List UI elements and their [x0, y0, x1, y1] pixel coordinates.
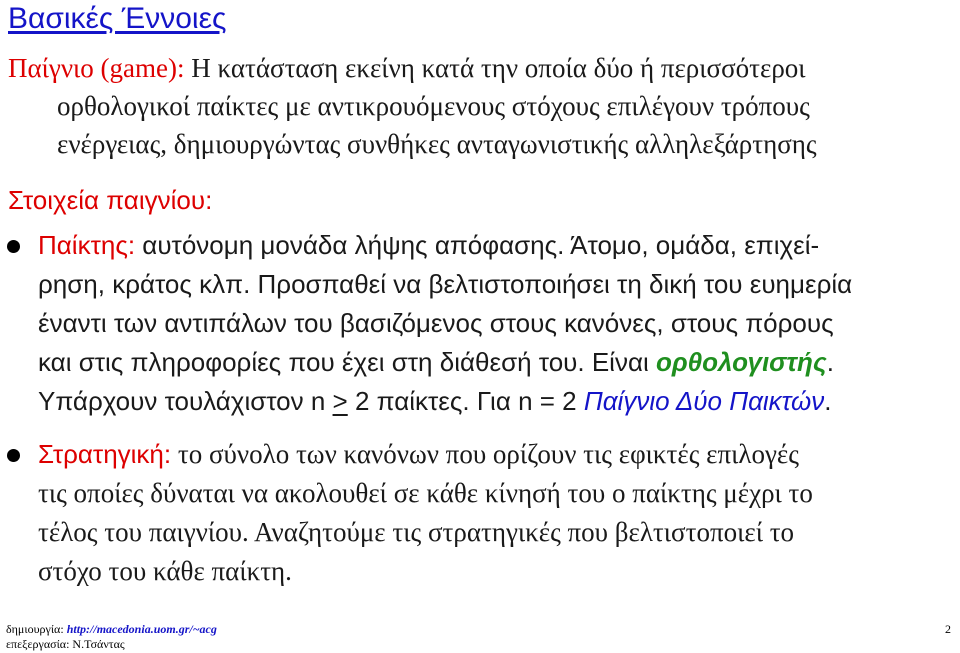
- player-line-1: [38, 229, 819, 261]
- player-text-5a: Υπάρχουν τουλάχιστον n: [38, 386, 333, 416]
- footer-edited: επεξεργασία: Ν.Τσάντας: [6, 637, 125, 651]
- player-line-4: [38, 346, 834, 378]
- definition-term: Παίγνιο (game):: [8, 53, 185, 83]
- strategy-line-4: στόχο του κάθε παίκτη.: [38, 556, 292, 586]
- strategy-line-1: [38, 438, 799, 470]
- strategy-text-1: το σύνολο των κανόνων που ορίζουν τις εφικτές επιλογές: [171, 439, 799, 469]
- ge-symbol: >: [332, 386, 348, 416]
- bullet-icon: [7, 240, 20, 253]
- elements-heading: Στοιχεία παιγνίου:: [8, 185, 213, 215]
- two-player-term: Παίγνιο Δύο Παικτών: [583, 386, 825, 416]
- strategy-line-3: τέλος του παιγνίου. Αναζητούμε τις στρατηγικές που βελτιστοποιεί το: [38, 517, 795, 547]
- player-line-3: έναντι των αντιπάλων του βασιζόμενος στους κανόνες, στους πόρους: [38, 308, 834, 338]
- strategy-line-2: τις οποίες δύναται να ακολουθεί σε κάθε κίνησή του ο παίκτης μέχρι το: [38, 478, 813, 508]
- player-text-1: αυτόνομη μονάδα λήψης απόφασης. Άτομο, ομάδα, επιχεί-: [135, 230, 820, 260]
- definition-line-3: ενέργειας, δημιουργώντας συνθήκες ανταγωνιστικής αλληλεξάρτησης: [57, 129, 817, 159]
- footer-created-label: δημιουργία:: [6, 622, 67, 636]
- footer-url[interactable]: http://macedonia.uom.gr/~acg: [66, 622, 217, 636]
- footer-created: [6, 622, 217, 637]
- player-text-4: και στις πληροφορίες που έχει στη διάθεσή του. Είναι: [38, 347, 656, 377]
- bullet-icon: [7, 449, 20, 462]
- page-title: Βασικές Έννοιες: [8, 2, 227, 35]
- strategy-term: Στρατηγική:: [38, 439, 172, 469]
- player-text-4-end: .: [826, 347, 835, 377]
- player-line-2: ρηση, κράτος κλπ. Προσπαθεί να βελτιστοποιήσει τη δική του ευημερία: [38, 269, 853, 299]
- player-text-5b: 2 παίκτες. Για n = 2: [347, 386, 584, 416]
- player-text-5-end: .: [824, 386, 832, 416]
- page-number: 2: [945, 622, 951, 636]
- player-term: Παίκτης:: [38, 230, 136, 260]
- definition-text-1: Η κατάσταση εκείνη κατά την οποία δύο ή περισσότεροι: [184, 53, 806, 83]
- rational-term: ορθολογιστής: [655, 347, 827, 377]
- definition-line-1: [8, 52, 806, 84]
- definition-line-2: ορθολογικοί παίκτες με αντικρουόμενους στόχους επιλέγουν τρόπους: [57, 91, 810, 121]
- player-line-5: [38, 385, 832, 417]
